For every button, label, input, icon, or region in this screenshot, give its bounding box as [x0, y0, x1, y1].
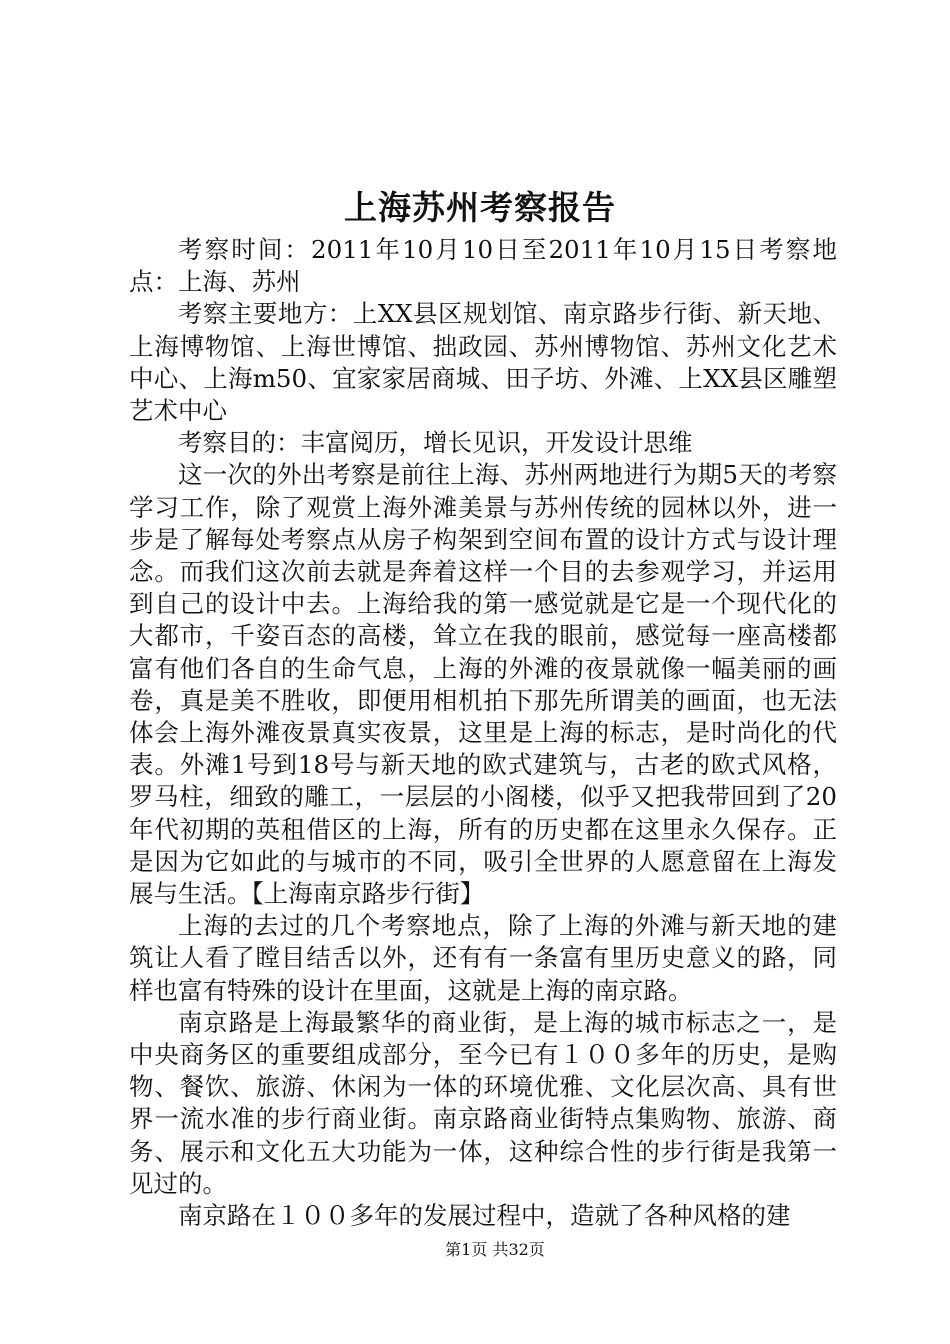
page-number: 第1页 共32页	[445, 1240, 545, 1259]
paragraph-nanjing-road-intro: 上海的去过的几个考察地点，除了上海的外滩与新天地的建筑让人看了瞠目结舌以外，还有有一条富有里历史意义的路，同样也富有特殊的设计在里面，这就是上海的南京路。	[129, 911, 837, 1005]
document-title: 上海苏州考察报告	[344, 188, 616, 227]
paragraph-main-places: 考察主要地方：上XX县区规划馆、南京路步行街、新天地、上海博物馆、上海世博馆、拙政园、苏州博物馆、苏州文化艺术中心、上海m50、宜家家居商城、田子坊、外滩、上XX县区雕塑艺术中心	[129, 299, 837, 426]
paragraph-inspection-time: 考察时间：2011年10月10日至2011年10月15日考察地点：上海、苏州	[129, 235, 837, 297]
document-body	[129, 234, 837, 1232]
paragraph-nanjing-road-history: 南京路在１００多年的发展过程中，造就了各种风格的建	[178, 1201, 791, 1231]
paragraph-nanjing-road-commerce: 南京路是上海最繁华的商业街，是上海的城市标志之一，是中央商务区的重要组成部分，至今已有１００多年的历史，是购物、餐饮、旅游、休闲为一体的环境优雅、文化层次高、具有世界一流水准的步行商业街。南京路商业街特点集购物、旅游、商务、展示和文化五大功能为一体，这种综合性的步行街是我第一见过的。	[129, 1007, 837, 1198]
paragraph-purpose: 考察目的：丰富阅历，增长见识，开发设计思维	[178, 428, 693, 458]
paragraph-shanghai-impression: 这一次的外出考察是前往上海、苏州两地进行为期5天的考察学习工作，除了观赏上海外滩美景与苏州传统的园林以外，进一步是了解每处考察点从房子构架到空间布置的设计方式与设计理念。而我们这次前去就是奔着这样一个目的去参观学习，并运用到自己的设计中去。上海给我的第一感觉就是它是一个现代化的大都市，千姿百态的高楼，耸立在我的眼前，感觉每一座高楼都富有他们各自的生命气息，上海的外滩的夜景就像一幅美丽的画卷，真是美不胜收，即便用相机拍下那先所谓美的画面，也无法体会上海外滩夜景真实夜景，这里是上海的标志，是时尚化的代表。外滩1号到18号与新天地的欧式建筑与，古老的欧式风格，罗马柱，细致的雕工，一层层的小阁楼，似乎又把我带回到了20年代初期的英租借区的上海，所有的历史都在这里永久保存。正是因为它如此的与城市的不同，吸引全世界的人愿意留在上海发展与生活。【上海南京路步行街】	[129, 460, 837, 909]
